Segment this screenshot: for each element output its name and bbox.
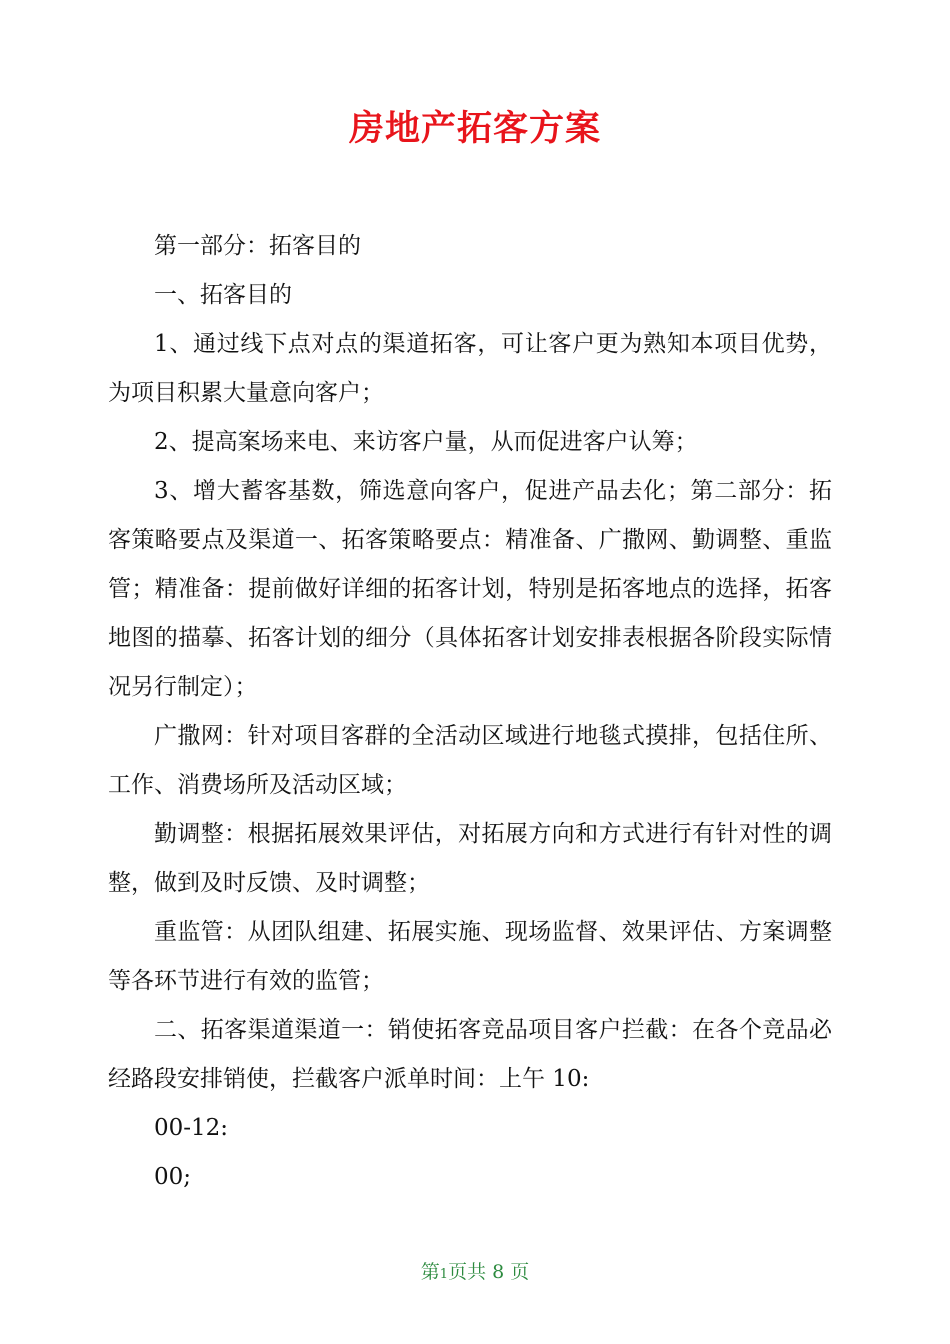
document-title: 房地产拓客方案: [348, 109, 601, 149]
footer-suffix: 页共 8 页: [448, 1261, 530, 1283]
paragraph-guangsawang: 广撒网：针对项目客群的全活动区域进行地毯式摸排，包括住所、工作、消费场所及活动区域；: [108, 723, 832, 798]
paragraph-zhongjianguan: 重监管：从团队组建、拓展实施、现场监督、效果评估、方案调整等各环节进行有效的监管；: [108, 919, 832, 994]
paragraph-channels: 二、拓客渠道渠道一：销使拓客竞品项目客户拦截：在各个竞品必经路段安排销使，拦截客户派单时间：上午 10:: [108, 1017, 832, 1092]
paragraph-subheading: 一、拓客目的: [154, 282, 292, 308]
paragraph-section-heading: 第一部分：拓客目的: [154, 233, 361, 259]
paragraph-item-1: 1、通过线下点对点的渠道拓客，可让客户更为熟知本项目优势，为项目积累大量意向客户；: [108, 331, 832, 406]
paragraph-item-3: 3、增大蓄客基数，筛选意向客户，促进产品去化；第二部分：拓客策略要点及渠道一、拓客策略要点：精准备、广撒网、勤调整、重监管；精准备：提前做好详细的拓客计划，特别是拓客地点的选择，拓客地图的描摹、拓客计划的细分（具体拓客计划安排表根据各阶段实际情况另行制定）；: [108, 478, 832, 700]
footer-prefix: 第: [420, 1261, 440, 1283]
paragraph-qintiaozheng: 勤调整：根据拓展效果评估，对拓展方向和方式进行有针对性的调整，做到及时反馈、及时调整；: [108, 821, 832, 896]
document-body: [108, 222, 832, 1202]
page-footer: [0, 1259, 950, 1288]
paragraph-item-2: 2、提高案场来电、来访客户量，从而促进客户认筹；: [154, 429, 698, 455]
paragraph-time-end: 00;: [154, 1164, 192, 1190]
footer-page-number: 1: [439, 1267, 449, 1282]
paragraph-time-start: 00-12:: [154, 1115, 229, 1141]
